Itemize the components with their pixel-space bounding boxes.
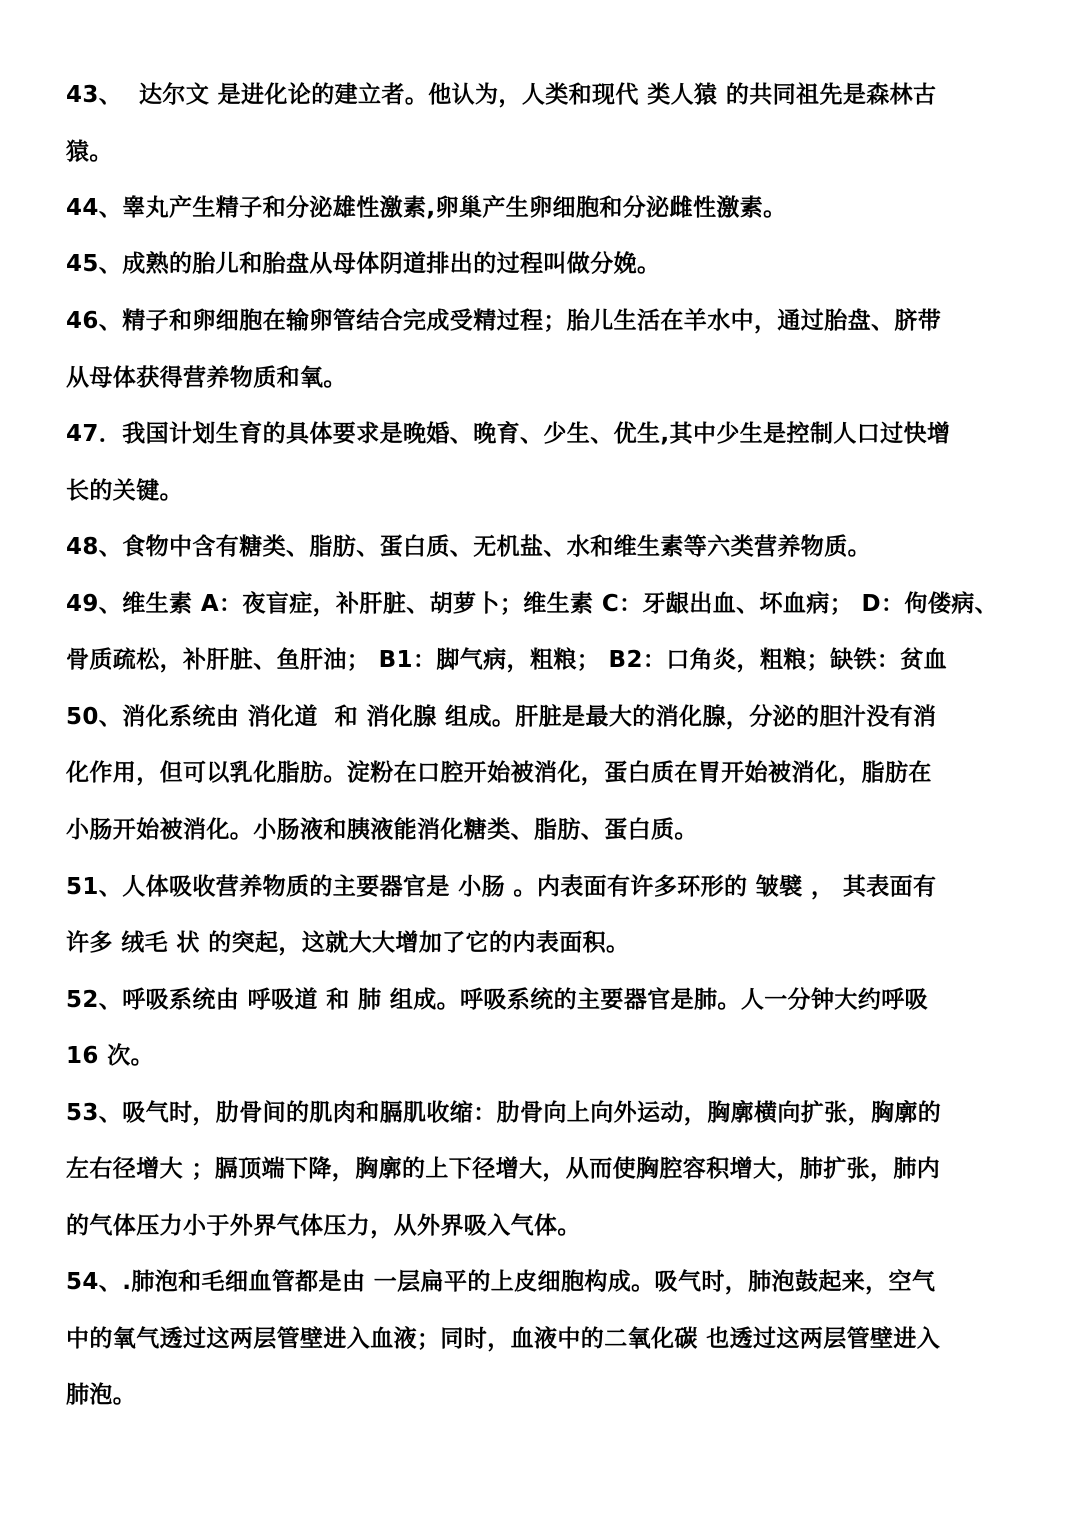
text-line: 肺泡。: [66, 1382, 137, 1408]
text-line: 长的关键。: [66, 478, 183, 504]
text-line: 骨质疏松，补肝脏、鱼肝油； B1：脚气病，粗粮； B2：口角炎，粗粮；缺铁：贫血: [66, 647, 948, 673]
text-line: 16 次。: [66, 1043, 155, 1069]
text-line: 左右径增大 ；膈顶端下降，胸廓的上下径增大，从而使胸腔容积增大，肺扩张，肺内: [66, 1156, 941, 1182]
text-line: 52、呼吸系统由 呼吸道 和 肺 组成。呼吸系统的主要器官是肺。人一分钟大约呼吸: [66, 987, 929, 1013]
text-line: 48、食物中含有糖类、脂肪、蛋白质、无机盐、水和维生素等六类营养物质。: [66, 534, 872, 560]
text-line: 51、人体吸收营养物质的主要器官是 小肠 。内表面有许多环形的 皱襞 ， 其表面有: [66, 874, 937, 900]
text-line: 化作用，但可以乳化脂肪。淀粉在口腔开始被消化，蛋白质在胃开始被消化，脂肪在: [66, 760, 932, 786]
text-line: 中的氧气透过这两层管壁进入血液；同时，血液中的二氧化碳 也透过这两层管壁进入: [66, 1326, 941, 1352]
text-line: 许多 绒毛 状 的突起，这就大大增加了它的内表面积。: [66, 930, 630, 956]
text-line: 53、吸气时，肋骨间的肌肉和膈肌收缩：肋骨向上向外运动，胸廓横向扩张，胸廓的: [66, 1100, 942, 1126]
text-line: 45、成熟的胎儿和胎盘从母体阴道排出的过程叫做分娩。: [66, 251, 661, 277]
text-line: 50、消化系统由 消化道 和 消化腺 组成。肝脏是最大的消化腺，分泌的胆汁没有消: [66, 704, 937, 730]
text-line: 小肠开始被消化。小肠液和胰液能消化糖类、脂肪、蛋白质。: [66, 817, 698, 843]
text-line: 44、睾丸产生精子和分泌雄性激素,卵巢产生卵细胞和分泌雌性激素。: [66, 195, 787, 221]
text-line: 47．我国计划生育的具体要求是晚婚、晚育、少生、优生,其中少生是控制人口过快增: [66, 421, 951, 447]
text-line: 54、.肺泡和毛细血管都是由 一层扁平的上皮细胞构成。吸气时，肺泡鼓起来，空气: [66, 1269, 936, 1295]
text-line: 46、精子和卵细胞在输卵管结合完成受精过程；胎儿生活在羊水中，通过胎盘、脐带: [66, 308, 942, 334]
text-line: 从母体获得营养物质和氧。: [66, 365, 347, 391]
text-line: 的气体压力小于外界气体压力，从外界吸入气体。: [66, 1213, 581, 1239]
text-line: 43、 达尔文 是进化论的建立者。他认为，人类和现代 类人猿 的共同祖先是森林古: [66, 82, 937, 108]
text-line: 猿。: [66, 139, 113, 165]
text-line: 49、维生素 A：夜盲症，补肝脏、胡萝卜；维生素 C：牙龈出血、坏血病； D：佝偻病、: [66, 591, 999, 617]
